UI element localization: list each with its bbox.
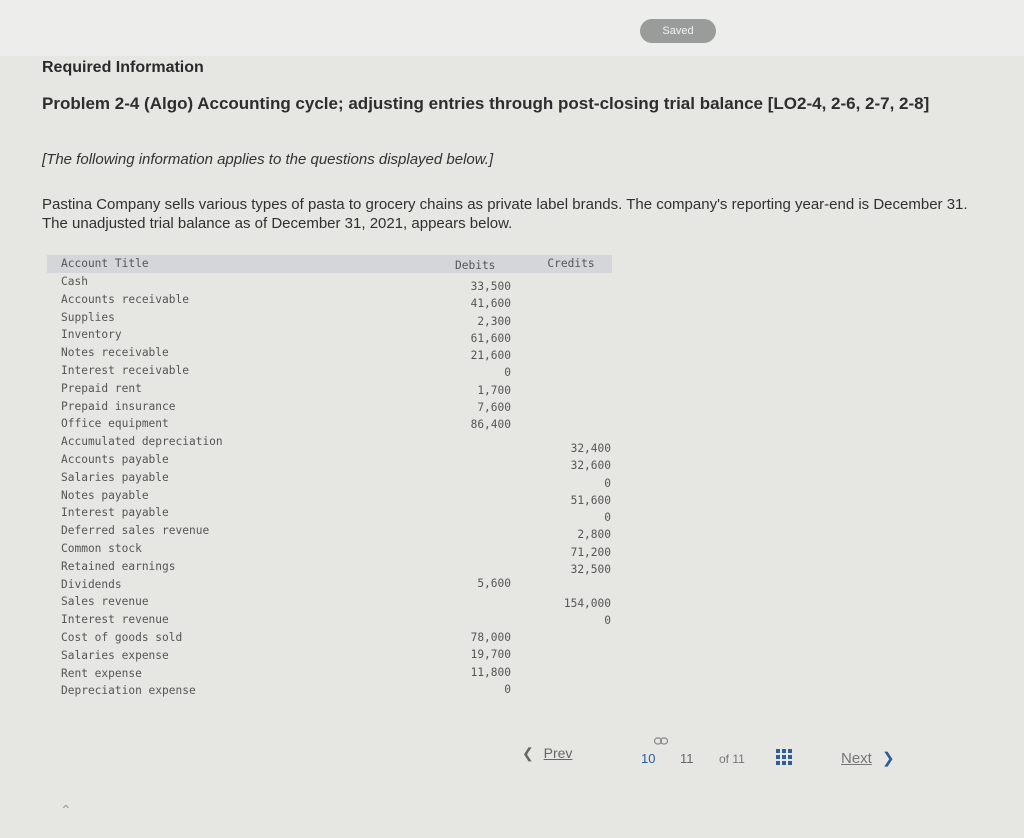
applies-note: [The following information applies to the questions displayed below.] [42, 151, 494, 168]
account-name: Salaries payable [61, 470, 169, 484]
credit-value: 0 [604, 614, 611, 628]
saved-status-badge: Saved [640, 19, 716, 43]
account-name: Accounts receivable [61, 292, 189, 306]
debit-value: 41,600 [470, 297, 511, 311]
credit-value: 51,600 [570, 493, 611, 507]
account-name: Office equipment [61, 417, 169, 431]
account-name: Common stock [61, 541, 142, 555]
account-name: Dividends [61, 577, 122, 591]
credit-value: 154,000 [563, 597, 611, 610]
account-name: Accumulated depreciation [61, 435, 223, 449]
prev-button[interactable] [522, 745, 572, 762]
required-information-heading: Required Information [42, 59, 204, 76]
account-list [61, 273, 223, 700]
account-name: Supplies [61, 310, 115, 324]
credit-value: 32,400 [570, 442, 611, 455]
account-name: Accounts payable [61, 452, 169, 466]
debit-value: 78,000 [470, 631, 511, 644]
chevron-left-icon: ❮ [522, 745, 534, 761]
next-button[interactable] [841, 749, 895, 767]
debit-value: 86,400 [470, 418, 511, 432]
account-name: Inventory [61, 328, 122, 342]
credits-column [527, 440, 611, 578]
debit-value: 19,700 [470, 648, 511, 662]
trial-balance-header [47, 255, 612, 273]
credit-value: 0 [604, 476, 611, 490]
problem-intro: Pastina Company sells various types of pasta to grocery chains as private label brands. The company's reporting year-end is December 31. The unadjusted trial balance as of December 31, 2021, appears below. [42, 196, 968, 232]
debit-value: 0 [504, 366, 511, 380]
account-name: Interest payable [61, 506, 169, 520]
account-name: Depreciation expense [61, 684, 196, 698]
credit-value: 32,600 [570, 459, 611, 473]
account-name: Cost of goods sold [61, 630, 183, 644]
account-name: Cash [61, 275, 88, 288]
link-icon [654, 737, 668, 749]
account-name: Retained earnings [61, 559, 176, 573]
account-name: Rent expense [61, 666, 142, 680]
header-debits: Debits [455, 259, 496, 272]
page-number-next[interactable]: 11 [680, 751, 694, 766]
debit-value: 2,300 [477, 314, 511, 328]
debit-value: 5,600 [477, 577, 511, 590]
credit-value: 32,500 [570, 563, 611, 577]
chevron-up-icon[interactable]: ⌃ [60, 802, 72, 818]
credit-value: 0 [604, 511, 611, 525]
page-number-current[interactable]: 10 [641, 751, 656, 766]
account-name: Sales revenue [61, 595, 149, 609]
top-bar [0, 0, 1024, 56]
dividends-debit-cell [437, 575, 511, 592]
debit-value: 61,600 [470, 331, 511, 345]
debit-value: 0 [504, 682, 511, 696]
credit-value: 2,800 [577, 528, 611, 542]
account-name: Deferred sales revenue [61, 524, 210, 538]
debit-value: 1,700 [477, 383, 511, 397]
account-name: Interest revenue [61, 613, 169, 627]
problem-title: Problem 2-4 (Algo) Accounting cycle; adjusting entries through post-closing trial balance [LO2-4, 2-6, 2-7, 2-8] [42, 94, 930, 113]
next-label: Next [841, 750, 872, 767]
chevron-right-icon: ❯ [882, 750, 895, 767]
page-count: of 11 [719, 752, 745, 766]
prev-label: Prev [543, 745, 573, 761]
header-account-title: Account Title [61, 257, 149, 270]
account-name: Notes receivable [61, 346, 169, 360]
debits-column-top [437, 278, 511, 434]
credits-column-revenue [527, 595, 611, 630]
credit-value: 71,200 [570, 545, 611, 559]
grid-icon[interactable] [776, 749, 792, 765]
account-name: Salaries expense [61, 648, 169, 662]
account-name: Prepaid insurance [61, 399, 176, 413]
debits-column-expenses [437, 629, 511, 698]
debit-value: 33,500 [470, 280, 511, 293]
header-credits: Credits [531, 255, 611, 273]
account-name: Prepaid rent [61, 381, 142, 395]
debit-value: 11,800 [470, 665, 511, 679]
debit-value: 7,600 [477, 401, 511, 415]
debit-value: 21,600 [470, 349, 511, 363]
trial-balance-table [47, 255, 612, 698]
account-name: Notes payable [61, 488, 149, 502]
account-name: Interest receivable [61, 363, 189, 377]
